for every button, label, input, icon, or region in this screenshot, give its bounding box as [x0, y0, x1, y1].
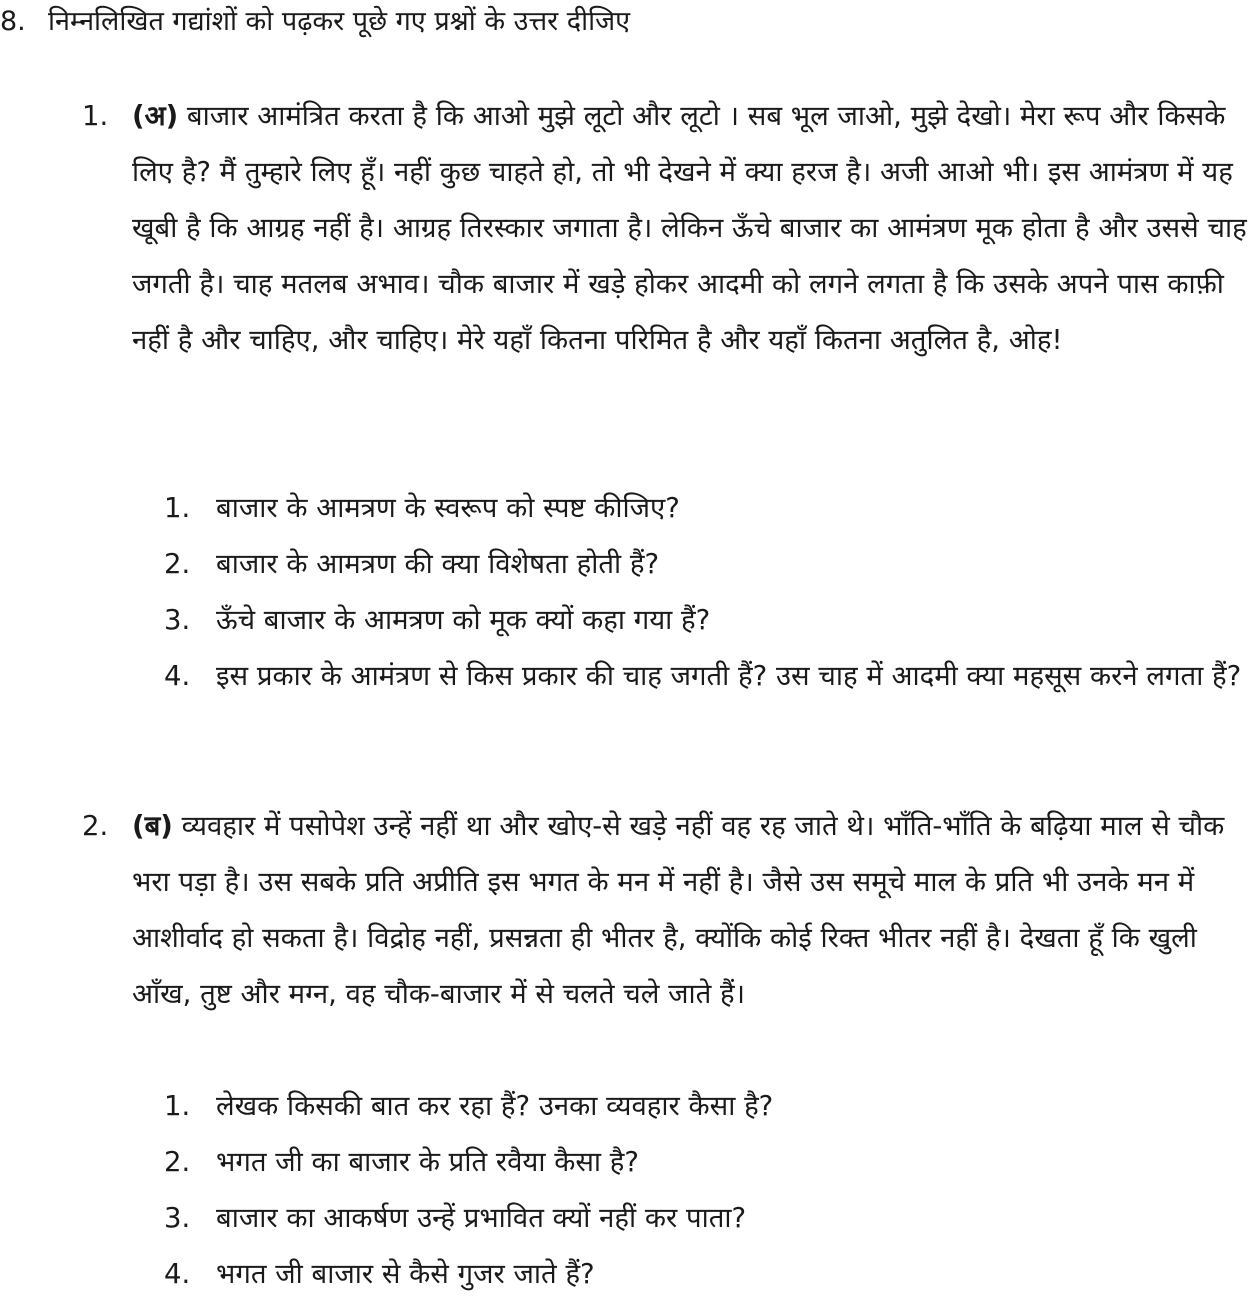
passage-b-question-3 — [164, 1190, 1246, 1246]
question-number: 8. — [0, 6, 26, 37]
passage-b-question-4 — [164, 1246, 1246, 1302]
question-text: भगत जी बाजार से कैसे गुजर जाते हैं? — [216, 1258, 595, 1290]
passage-a-tag: (अ) — [132, 100, 179, 132]
question-number: 2. — [164, 548, 191, 580]
passage-b — [82, 798, 1252, 1022]
question-number: 3. — [164, 1202, 191, 1234]
passage-b-text: व्यवहार में पसोपेश उन्हें नहीं था और खोए-से खड़े नहीं वह रह जाते थे। भाँति-भाँति के बढ़िया माल से चौक भरा पड़ा है। उस सबके प्रति अप्रीति इस भगत के मन में नहीं है। जैसे उस समूचे माल के प्रति भी उनके मन में आशीर्वाद हो सकता है। विद्रोह नहीं, प्रसन्नता ही भीतर है, क्योंकि कोई रिक्त भीतर नहीं है। देखता हूँ कि खुली आँख, तुष्ट और मग्न, वह चौक-बाजार में से चलते चले जाते हैं। — [132, 810, 1225, 1010]
question-text: बाजार के आमत्रण के स्वरूप को स्पष्ट कीजिए? — [216, 492, 680, 524]
passage-a-question-4 — [164, 648, 1246, 704]
question-heading — [0, 0, 630, 44]
passage-a-number: 1. — [82, 100, 109, 132]
question-text: इस प्रकार के आमंत्रण से किस प्रकार की चाह जगती हैं? उस चाह में आदमी क्या महसूस करने लगता हैं? — [216, 660, 1242, 692]
question-text: ऊँचे बाजार के आमत्रण को मूक क्यों कहा गया हैं? — [216, 604, 711, 636]
question-number: 4. — [164, 1258, 191, 1290]
passage-a-question-1 — [164, 480, 1246, 536]
question-number: 4. — [164, 660, 191, 692]
question-number: 1. — [164, 1090, 191, 1122]
passage-b-question-2 — [164, 1134, 1246, 1190]
passage-b-question-1 — [164, 1078, 1246, 1134]
question-text: बाजार के आमत्रण की क्या विशेषता होती हैं? — [216, 548, 660, 580]
question-number: 1. — [164, 492, 191, 524]
passage-a-question-2 — [164, 536, 1246, 592]
question-text: लेखक किसकी बात कर रहा हैं? उनका व्यवहार कैसा है? — [216, 1090, 774, 1122]
question-number: 2. — [164, 1146, 191, 1178]
question-text: बाजार का आकर्षण उन्हें प्रभावित क्यों नहीं कर पाता? — [216, 1202, 747, 1234]
passage-b-number: 2. — [82, 810, 109, 842]
question-text: भगत जी का बाजार के प्रति रवैया कैसा है? — [216, 1146, 639, 1178]
passage-a-question-3 — [164, 592, 1246, 648]
question-number: 3. — [164, 604, 191, 636]
passage-a — [82, 88, 1252, 368]
passage-a-text: बाजार आमंत्रित करता है कि आओ मुझे लूटो और लूटो । सब भूल जाओ, मुझे देखो। मेरा रूप और किसके लिए है? मैं तुम्हारे लिए हूँ। नहीं कुछ चाहते हो, तो भी देखने में क्या हरज है। अजी आओ भी। इस आमंत्रण में यह खूबी है कि आग्रह नहीं है। आग्रह तिरस्कार जगाता है। लेकिन ऊँचे बाजार का आमंत्रण मूक होता है और उससे चाह जगती है। चाह मतलब अभाव। चौक बाजार में खड़े होकर आदमी को लगने लगता है कि उसके अपने पास काफ़ी नहीं है और चाहिए, और चाहिए। मेरे यहाँ कितना परिमित है और यहाँ कितना अतुलित है, ओह! — [132, 100, 1247, 356]
question-title: निम्नलिखित गद्यांशों को पढ़कर पूछे गए प्रश्नों के उत्तर दीजिए — [48, 6, 631, 37]
passage-b-tag: (ब) — [132, 810, 173, 842]
